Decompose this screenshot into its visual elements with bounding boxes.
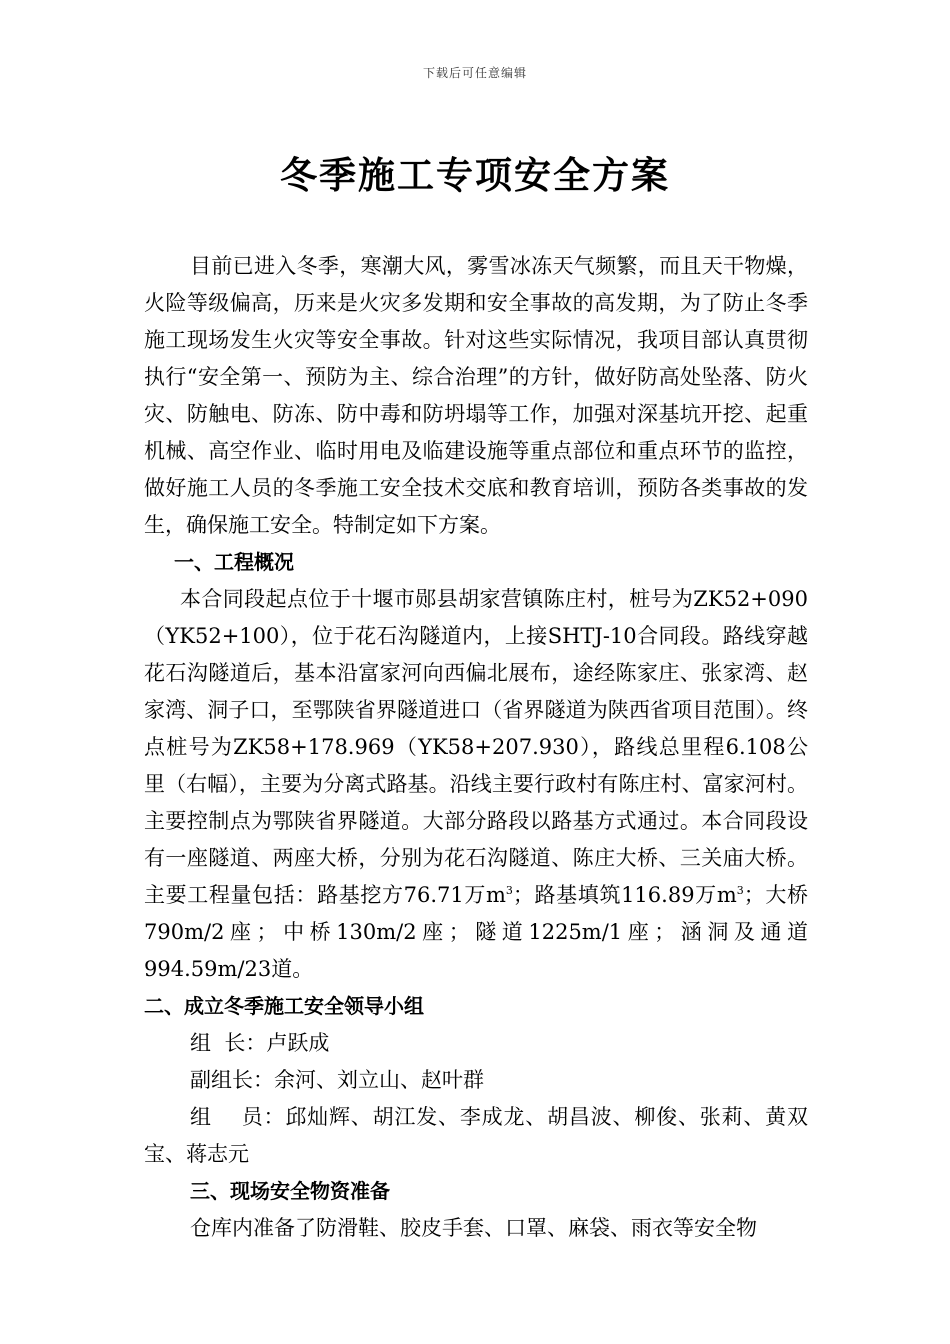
overview-text-part2: ；路基填筑116.89万m [512, 883, 737, 907]
overview-text-part3: ；大桥790m/2座；中桥130m/2座；隧道1225m/1座；涵洞及通道994.59m/23道。 [144, 883, 809, 981]
page-header: 下载后可任意编辑 [422, 66, 527, 80]
section-heading-materials: 三、现场安全物资准备 [190, 1179, 390, 1203]
section-heading-leadership: 二、成立冬季施工安全领导小组 [144, 994, 424, 1018]
deputy-line: 副组长：余河、刘立山、赵叶群 [190, 1068, 484, 1092]
superscript-cubic-1: 3 [505, 884, 513, 897]
section-heading-overview: 一、工程概况 [174, 550, 294, 574]
members-line: 组 员：邱灿辉、胡江发、李成龙、胡昌波、柳俊、张莉、黄双宝、蒋志元 [144, 1105, 808, 1166]
intro-paragraph: 目前已进入冬季，寒潮大风，雾雪冰冻天气频繁，而且天干物燥，火险等级偏高，历来是火灾多发期和安全事故的高发期，为了防止冬季施工现场发生火灾等安全事故。针对这些实际情况，我项目部认真贯彻执行“安全第一、预防为主、综合治理”的方针，做好防高处坠落、防火灾、防触电、防冻、防中毒和防坍塌等工作，加强对深基坑开挖、起重机械、高空作业、临时用电及临建设施等重点部位和重点环节的监控，做好施工人员的冬季施工安全技术交底和教育培训，预防各类事故的发生，确保施工安全。特制定如下方案。 [144, 254, 808, 537]
document-title: 冬季施工专项安全方案 [280, 154, 670, 197]
materials-paragraph: 仓库内准备了防滑鞋、胶皮手套、口罩、麻袋、雨衣等安全物 [190, 1216, 757, 1240]
superscript-cubic-2: 3 [736, 884, 744, 897]
document-body [144, 248, 808, 1247]
leader-line: 组 长：卢跃成 [190, 1031, 330, 1055]
overview-paragraph [144, 581, 808, 988]
overview-text-part1: 本合同段起点位于十堰市郧县胡家营镇陈庄村，桩号为ZK52+090（YK52+100），位于花石沟隧道内，上接SHTJ-10合同段。路线穿越花石沟隧道后，基本沿富家河向西偏北展布，途经陈家庄、张家湾、赵家湾、洞子口，至鄂陕省界隧道进口（省界隧道为陕西省项目范围）。终点桩号为ZK58+178.969（YK58+207.930），路线总里程6.108公里（右幅），主要为分离式路基。沿线主要行政村有陈庄村、富家河村。主要控制点为鄂陕省界隧道。大部分路段以路基方式通过。本合同段设有一座隧道、两座大桥，分别为花石沟隧道、陈庄大桥、三关庙大桥。主要工程量包括：路基挖方76.71万m [144, 587, 808, 907]
